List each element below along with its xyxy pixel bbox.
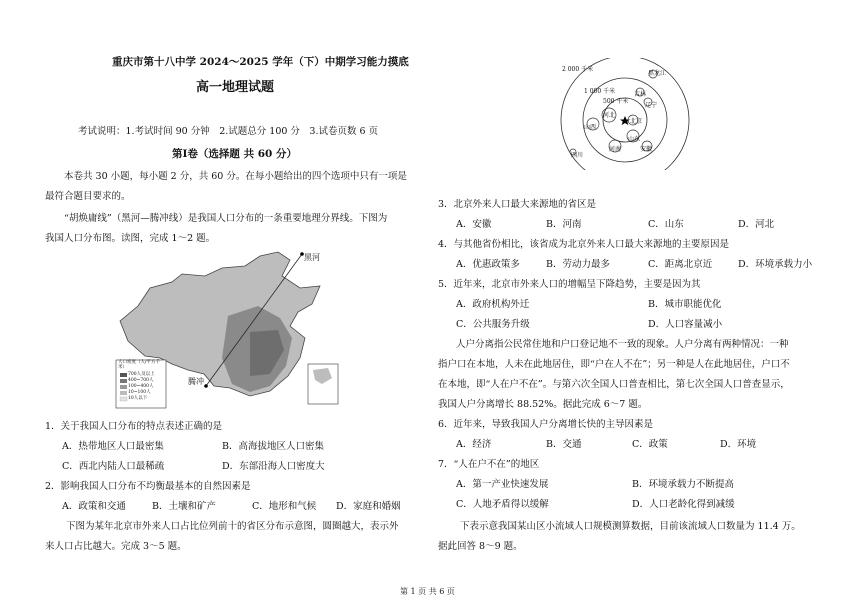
- question-1-stem: 1．关于我国人口分布的特点表述正确的是: [45, 421, 223, 432]
- province-hebei: 河北: [603, 112, 616, 119]
- q7-option-b[interactable]: B．环境承载力不断提高: [632, 479, 734, 490]
- question-6-stem: 6．近年来，导致我国人户分离增长快的主导因素是: [438, 419, 654, 430]
- legend-items: 700人及以上 400~700人 100~400人 10~100人 10人以下: [128, 372, 155, 401]
- legend-title: 人口密度（人/平方千米）: [118, 360, 161, 370]
- beijing-migration-diagram: [545, 58, 695, 170]
- passage2-line1: 下图为某年北京市外来人口占比位列前十的省区分布示意图，圆圈越大，表示外: [66, 521, 399, 532]
- section-heading: 第Ⅰ卷（选择题 共 60 分）: [172, 148, 297, 160]
- page-footer: 第 1 页 共 6 页: [400, 587, 455, 596]
- q5-option-d[interactable]: D．人口容量减小: [648, 319, 723, 330]
- map-label-tengchong: 腾冲: [188, 377, 204, 386]
- q2-option-b[interactable]: B．土壤和矿产: [152, 501, 216, 512]
- q1-option-a[interactable]: A．热带地区人口最密集: [62, 441, 164, 452]
- province-heilongjiang: 黑龙江: [648, 70, 667, 77]
- q7-option-d[interactable]: D．人口老龄化得到减缓: [632, 499, 735, 510]
- exam-instructions: 考试说明：1.考试时间 90 分钟 2.试题总分 100 分 3.试卷页数 6 页: [78, 126, 379, 137]
- q6-option-a[interactable]: A．经济: [456, 439, 492, 450]
- q1-option-b[interactable]: B．高海拔地区人口密集: [222, 441, 324, 452]
- q7-option-a[interactable]: A．第一产业快速发展: [456, 479, 549, 490]
- q3-option-d[interactable]: D．河北: [738, 219, 775, 230]
- passage3-line1: 人户分离指公民常住地和户口登记地不一致的现象。人户分离有两种情况：一种: [456, 339, 789, 350]
- q5-option-a[interactable]: A．政府机构外迁: [456, 299, 530, 310]
- q1-option-c[interactable]: C．西北内陆人口最稀疏: [62, 461, 165, 472]
- section-intro-line2: 最符合题目要求的。: [45, 191, 131, 202]
- province-liaoning: 辽宁: [645, 102, 658, 109]
- q5-option-c[interactable]: C．公共服务升级: [456, 319, 530, 330]
- province-anhui: 安徽: [640, 146, 653, 153]
- ring-2000km: 2 000 千米: [562, 66, 594, 73]
- q2-option-d[interactable]: D．家庭和婚姻: [336, 501, 401, 512]
- q2-option-a[interactable]: A．政策和交通: [62, 501, 126, 512]
- q4-option-b[interactable]: B．劳动力最多: [546, 259, 610, 270]
- q5-option-b[interactable]: B．城市职能优化: [648, 299, 722, 310]
- q3-option-b[interactable]: B．河南: [546, 219, 582, 230]
- passage4-line1: 下表示意我国某山区小流域人口规模测算数据，目前该流域人口数量为 11.4 万。: [460, 521, 801, 532]
- province-sichuan: 四川: [571, 152, 584, 159]
- passage1-line1: “胡焕庸线”（黑河—腾冲线）是我国人口分布的一条重要地理分界线。下图为: [64, 213, 388, 224]
- q4-option-a[interactable]: A．优惠政策多: [456, 259, 520, 270]
- passage3-line4: 我国人户分离增长 88.52%。据此完成 6～7 题。: [438, 399, 648, 410]
- section-intro-line1: 本卷共 30 小题，每小题 2 分，共 60 分。在每小题给出的四个选项中只有一项是: [64, 171, 407, 182]
- question-3-stem: 3．北京外来人口最大来源地的省区是: [438, 199, 597, 210]
- province-shanxi: 山西: [584, 124, 597, 131]
- province-beijing: 北京: [630, 118, 643, 125]
- ring-1000km: 1 000 千米: [584, 88, 616, 95]
- q4-option-d[interactable]: D．环境承载力小: [738, 259, 813, 270]
- ring-500km: 500 千米: [603, 98, 629, 105]
- question-4-stem: 4．与其他省份相比，该省成为北京外来人口最大来源地的主要原因是: [438, 239, 730, 250]
- passage4-line2: 据此回答 8～9 题。: [438, 541, 523, 552]
- q7-option-c[interactable]: C．人地矛盾得以缓解: [456, 499, 549, 510]
- province-shandong: 山东: [628, 136, 641, 143]
- subject-title: 高一地理试题: [196, 80, 275, 95]
- q3-option-c[interactable]: C．山东: [648, 219, 684, 230]
- q6-option-c[interactable]: C．政策: [632, 439, 668, 450]
- passage3-line3: 在本地，即“人在户不在”。与第六次全国人口普查相比，第七次全国人口普查显示，: [438, 379, 790, 390]
- question-7-stem: 7．“人在户不在”的地区: [438, 459, 540, 470]
- passage2-line2: 来人口占比越大。完成 3～5 题。: [45, 541, 187, 552]
- passage1-line2: 我国人口分布图。读图，完成 1～2 题。: [45, 233, 216, 244]
- passage3-line2: 指户口在本地，人未在此地居住，即“户在人不在”；另一种是人在此地居住，户口不: [438, 359, 790, 370]
- q2-option-c[interactable]: C．地形和气候: [252, 501, 317, 512]
- q6-option-d[interactable]: D．环境: [720, 439, 757, 450]
- province-henan: 河南: [609, 146, 622, 153]
- map-label-heihe: 黑河: [304, 253, 320, 262]
- question-2-stem: 2．影响我国人口分布不均衡最基本的自然因素是: [45, 481, 251, 492]
- province-jilin: 吉林: [634, 91, 647, 98]
- q3-option-a[interactable]: A．安徽: [456, 219, 492, 230]
- q4-option-c[interactable]: C．距离北京近: [648, 259, 713, 270]
- q1-option-d[interactable]: D．东部沿海人口密度大: [222, 461, 325, 472]
- school-title: 重庆市第十八中学 2024～2025 学年（下）中期学习能力摸底: [112, 56, 409, 68]
- question-5-stem: 5．近年来，北京市外来人口的增幅呈下降趋势，主要是因为其: [438, 279, 701, 290]
- q6-option-b[interactable]: B．交通: [546, 439, 582, 450]
